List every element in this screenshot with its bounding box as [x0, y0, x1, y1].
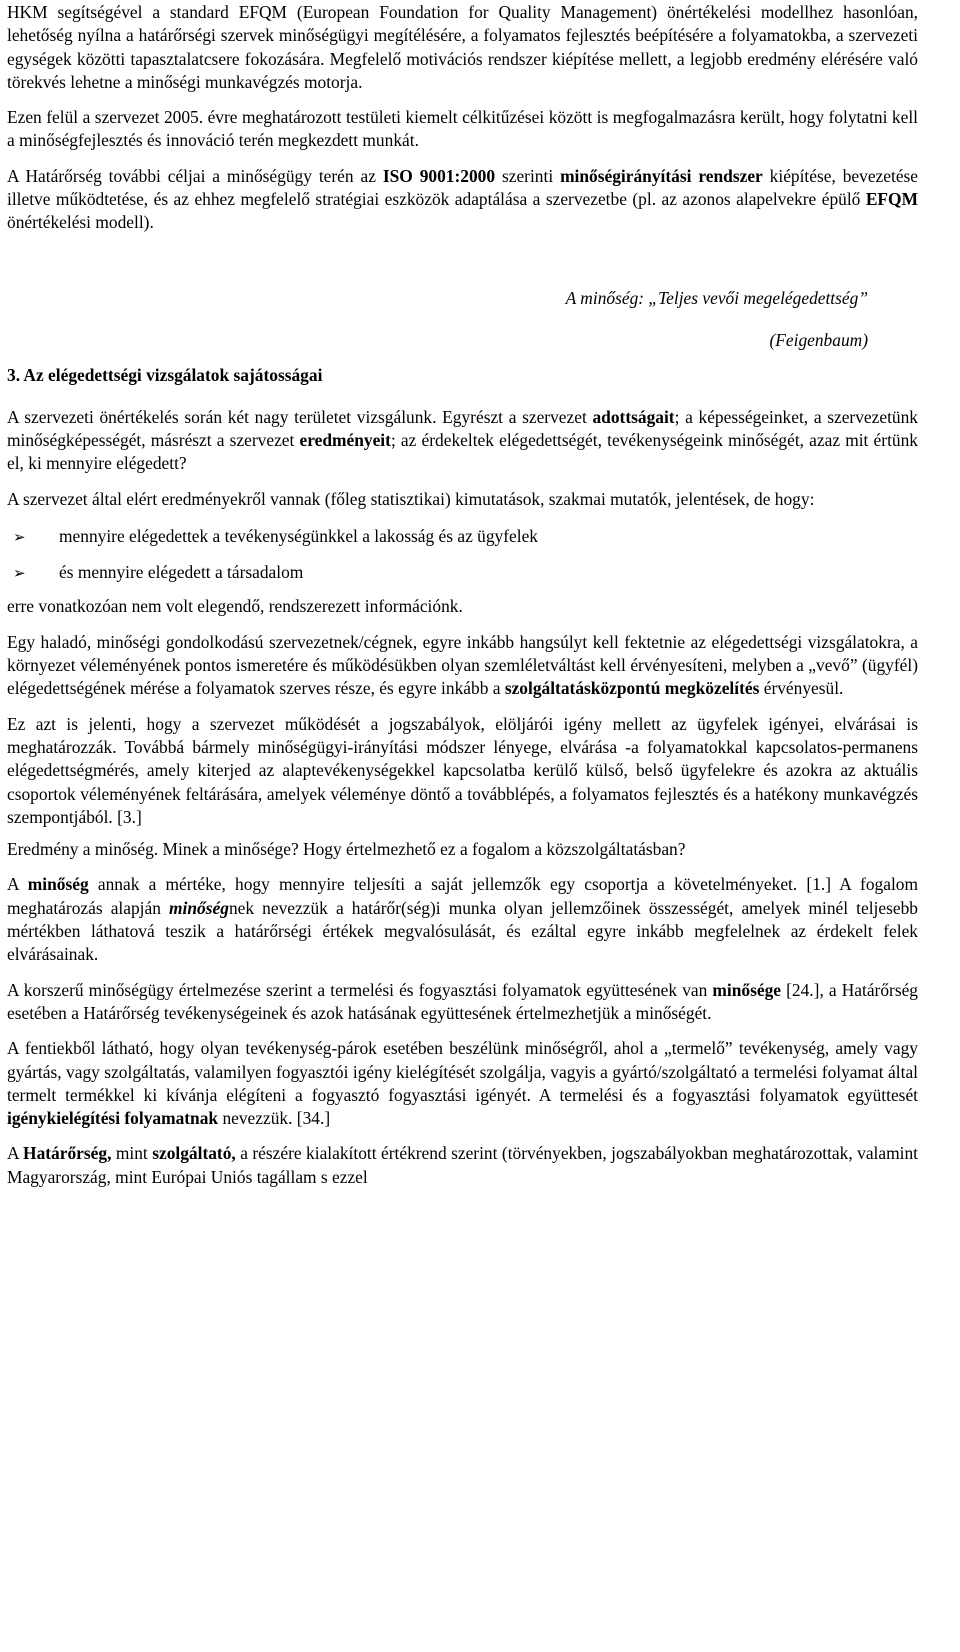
- term-need-satisfaction: igénykielégítési folyamatnak: [7, 1108, 219, 1129]
- paragraph-2005-goals: Ezen felül a szervezet 2005. évre meghatározott testületi kiemelt célkitűzései között is megfogalmazásra került, hogy folytatni kell a minőségfejlesztés és innováció terén megkezdett munkát.: [7, 107, 918, 151]
- arrowhead-bullet-icon: ➢: [13, 564, 26, 583]
- paragraph-legal-requirements: Ez azt is jelenti, hogy a szervezet működését a jogszabályok, elöljárói igény mellett az ügyfelek igényei, elvárásai is meghatározzák. Továbbá bármely minőségügyi-irányítási módszer lényege, elvárása -a folyamatokkal kapcsolatos-permanens elégedettségmérés, amely kiterjed az alaptevékenységekkel kapcsolatba kerülő külső, belső ügyfelekre és azokra az aktuális csoportok véleményének feltárására, amelyek véleménye döntő a továbblépés, a folyamatos fejlesztés és a hatékony munkavégzés szempontjából. [3.]: [7, 713, 918, 827]
- paragraph-hkm-efqm: HKM segítségével a standard EFQM (European Foundation for Quality Management) önértékelési modellhez hasonlóan, lehetőség nyílna a határőrségi szervek minőségügyi megítélésére, a folyamatos fejlesztés beépítésére a folyamatokba, a szervezeti egységek közötti tapasztalatcsere fokozására. Megfelelő motivációs rendszer kiépítése mellett, a legjobb eredmény elérésére való törekvés lehetne a minőségi munkavégzés motorja.: [7, 2, 918, 92]
- bullet-list: [7, 525, 918, 586]
- term-adottsagait: adottságait: [592, 406, 675, 427]
- term-hatarorseg: Határőrség,: [23, 1143, 112, 1164]
- paragraph-results-reports: A szervezet által elért eredményekről vannak (főleg statisztikai) kimutatások, szakmai mutatók, jelentések, de hogy:: [7, 488, 815, 509]
- term-szolgaltato: szolgáltató,: [152, 1143, 236, 1164]
- paragraph-insufficient-info: erre vonatkozóan nem volt elegendő, rendszerezett információnk.: [7, 596, 463, 617]
- section-header-block: [7, 288, 918, 394]
- arrowhead-bullet-icon: ➢: [13, 527, 26, 546]
- paragraph-border-guard-service: A Határőrség, mint szolgáltató, a részére kialakított értékrend szerint (törvényekben, jogszabályokban meghatározottak, valamint Magyarország, mint Európai Uniós tagállam s ezzel: [7, 1143, 918, 1187]
- paragraph-iso-goals: A Határőrség további céljai a minőségügy terén az ISO 9001:2000 szerinti minőségirányítási rendszer kiépítése, bevezetése illetve működtetése, és az ehhez megfelelő stratégiai eszközök adaptálása a szervezetbe (pl. az azonos alapelvekre épülő EFQM önértékelési modell).: [7, 165, 919, 233]
- term-minoseg: minőség: [27, 874, 89, 895]
- paragraph-modern-quality: A korszerű minőségügy értelmezése szerint a termelési és fogyasztási folyamatok együttesének van minősége [24.], a Határőrség esetében a Határőrség tevékenységeinek és azok hatásának együttesének értelmezhetjük a minőségét.: [7, 979, 918, 1023]
- efqm-term: EFQM: [865, 189, 918, 210]
- paragraph-progressive-org: Egy haladó, minőségi gondolkodású szervezetnek/cégnek, egyre inkább hangsúlyt kell fektetnie az elégedettségi vizsgálatokra, a környezet véleményének pontos ismeretére és működésükben olyan szemléletváltást kell érvényesíteni, melyben a „vevő” (ügyfél) elégedettségének mérése a folyamatok szerves része, és egyre inkább a szolgáltatásközpontú megközelítés érvényesül.: [7, 631, 918, 699]
- term-minoseg-italic: minőség: [169, 897, 229, 918]
- term-service-centered: szolgáltatásközpontú megközelítés: [504, 678, 760, 699]
- term-minosege: minősége: [712, 979, 782, 1000]
- list-item: ➢ és mennyire elégedett a társadalom: [7, 561, 918, 585]
- epigraph-quote: A minőség: „Teljes vevői megelégedettség”: [565, 287, 868, 308]
- paragraph-result-quality: Eredmény a minőség. Minek a minősége? Hogy értelmezhető ez a fogalom a közszolgáltatásban?: [7, 839, 686, 860]
- section-heading: 3. Az elégedettségi vizsgálatok sajátosságai: [7, 364, 323, 385]
- paragraph-quality-definition: A minőség annak a mértéke, hogy mennyire teljesíti a saját jellemzők egy csoportja a követelményeket. [1.] A fogalom meghatározás alapján minőségnek nevezzük a határőr(ség)i munka olyan jellemzőinek összességét, amelyek minél teljesebb mértékben láthatová teszik a határőrségi értékek megvalósulását, és ezáltal egyre inkább megfelelnek az érdekelt felek elvárásainak.: [7, 874, 919, 965]
- paragraph-activity-pairs: A fentiekből látható, hogy olyan tevékenység-párok esetében beszélünk minőségről, ahol a „termelő” tevékenység, amely vagy gyártás, vagy szolgáltatás, valamilyen fogyasztói igény kielégítését szolgálja, vagyis a gyártó/szolgáltató a termelési folyamat által termelt termékkel ki kívánja elégíteni a fogyasztó fogyasztási igényét. A termelési és a fogyasztási folyamatok együttesét igénykielégítési folyamatnak nevezzük. [34.]: [7, 1038, 918, 1129]
- iso-standard-label: ISO 9001:2000: [382, 165, 496, 186]
- qms-term: minőségirányítási rendszer: [560, 165, 763, 186]
- paragraph-self-assessment: A szervezeti önértékelés során két nagy területet vizsgálunk. Egyrészt a szervezet adottságait; a képességeinket, a szervezetünk minőségképességét, másrészt a szervezet eredményeit; az érdekeltek elégedettségét, tevékenységeink minőségét, azaz mit értünk el, ki mennyire elégedett?: [7, 406, 918, 474]
- list-item: ➢ mennyire elégedettek a tevékenységünkkel a lakosság és az ügyfelek: [7, 525, 918, 549]
- term-eredmenyeit: eredményeit: [299, 429, 391, 450]
- epigraph-author: (Feigenbaum): [769, 329, 868, 350]
